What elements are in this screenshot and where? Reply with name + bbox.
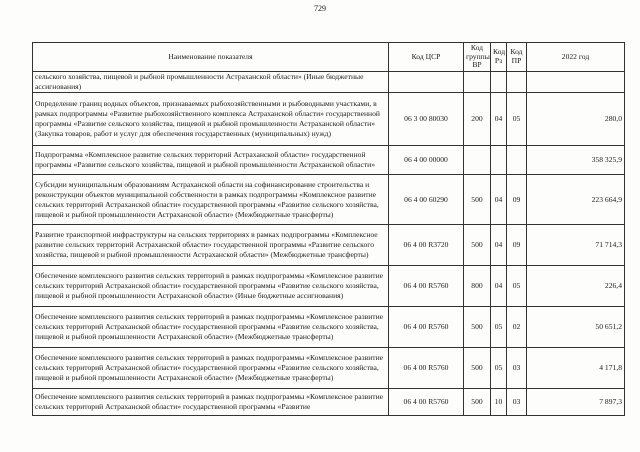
row-csr-code: 06 4 00 R3720	[389, 225, 464, 266]
row-csr-code: 06 4 00 R5760	[389, 348, 464, 389]
row-vr-code	[464, 146, 491, 175]
row-amount: 358 325,9	[527, 146, 625, 175]
header-vr-code: Код группы ВР	[464, 43, 491, 72]
row-vr-code: 500	[464, 307, 491, 348]
row-rz-code: 10	[491, 389, 507, 416]
row-name: Обеспечение комплексного развития сельских территорий в рамках подпрограммы «Комплексное развитие сельских территорий Астраханской области» государственной программы «Развитие сельского хозяйства, пищевой и рыбной промышленности Астраханской области» (Иные бюджетные ассигнования)	[33, 266, 389, 307]
row-amount: 223 664,9	[527, 175, 625, 225]
row-csr-code: 06 3 00 80030	[389, 93, 464, 146]
row-name: Субсидии муниципальным образованиям Астраханской области на софинансирование строительства и реконструкции объектов муниципальной собственности в рамках подпрограммы «Комплексное развитие сельских территорий Астраханской области» государственной программы «Развитие сельского хозяйства, пищевой и рыбной промышленности Астраханской области» (Межбюджетные трансферты)	[33, 175, 389, 225]
row-pr-code: 02	[507, 307, 527, 348]
row-pr-code	[507, 72, 527, 93]
row-rz-code: 04	[491, 225, 507, 266]
page-number: 729	[314, 4, 326, 13]
row-name: Обеспечение комплексного развития сельских территорий в рамках подпрограммы «Комплексное развитие сельских территорий Астраханской области» государственной программы «Развитие	[33, 389, 389, 416]
row-pr-code: 09	[507, 225, 527, 266]
row-rz-code	[491, 146, 507, 175]
row-vr-code: 800	[464, 266, 491, 307]
table-header-row	[33, 43, 625, 72]
row-name: Обеспечение комплексного развития сельских территорий в рамках подпрограммы «Комплексное развитие сельских территорий Астраханской области» государственной программы «Развитие сельского хозяйства, пищевой и рыбной промышленности Астраханской области» (Межбюджетные трансферты)	[33, 307, 389, 348]
row-amount: 4 171,8	[527, 348, 625, 389]
row-csr-code: 06 4 00 00000	[389, 146, 464, 175]
row-pr-code: 03	[507, 348, 527, 389]
table-row	[33, 72, 625, 93]
table-row	[33, 146, 625, 175]
header-year-2022: 2022 год	[527, 43, 625, 72]
row-amount: 50 651,2	[527, 307, 625, 348]
row-pr-code: 05	[507, 266, 527, 307]
budget-table	[32, 42, 625, 416]
row-rz-code	[491, 72, 507, 93]
row-vr-code: 200	[464, 93, 491, 146]
row-name: сельского хозяйства, пищевой и рыбной промышленности Астраханской области» (Иные бюджетные ассигнования)	[33, 72, 389, 93]
row-vr-code: 500	[464, 175, 491, 225]
table-row	[33, 389, 625, 416]
header-rz-code: Код Рз	[491, 43, 507, 72]
row-amount	[527, 72, 625, 93]
header-pr-code: Код ПР	[507, 43, 527, 72]
row-vr-code: 500	[464, 225, 491, 266]
row-csr-code: 06 4 00 R5760	[389, 307, 464, 348]
row-name: Развитие транспортной инфраструктуры на сельских территориях в рамках подпрограммы «Комплексное развитие сельских территорий Астраханской области» государственной программы «Развитие сельского хозяйства, пищевой и рыбной промышленности Астраханской области» (Межбюджетные трансферты)	[33, 225, 389, 266]
table-row	[33, 175, 625, 225]
row-pr-code: 09	[507, 175, 527, 225]
row-csr-code: 06 4 00 60290	[389, 175, 464, 225]
row-rz-code: 04	[491, 266, 507, 307]
row-rz-code: 04	[491, 93, 507, 146]
table-row	[33, 93, 625, 146]
row-amount: 7 897,3	[527, 389, 625, 416]
row-rz-code: 04	[491, 175, 507, 225]
header-name: Наименование показателя	[33, 43, 389, 72]
row-amount: 280,0	[527, 93, 625, 146]
table-row	[33, 307, 625, 348]
row-amount: 71 714,3	[527, 225, 625, 266]
row-rz-code: 05	[491, 348, 507, 389]
row-csr-code	[389, 72, 464, 93]
row-pr-code: 05	[507, 93, 527, 146]
table-row	[33, 266, 625, 307]
row-csr-code: 06 4 00 R5760	[389, 389, 464, 416]
row-rz-code: 05	[491, 307, 507, 348]
row-name: Определение границ водных объектов, признаваемых рыбохозяйственными и рыбоводными участками, в рамках подпрограммы «Развитие рыбохозяйственного комплекса Астраханской области» государственной программы «Развитие сельского хозяйства, пищевой и рыбной промышленности Астраханской области» (Закупка товаров, работ и услуг для обеспечения государственных (муниципальных) нужд)	[33, 93, 389, 146]
row-csr-code: 06 4 00 R5760	[389, 266, 464, 307]
row-vr-code: 500	[464, 348, 491, 389]
row-pr-code	[507, 146, 527, 175]
header-csr-code: Код ЦСР	[389, 43, 464, 72]
row-vr-code	[464, 72, 491, 93]
row-vr-code: 500	[464, 389, 491, 416]
row-pr-code: 03	[507, 389, 527, 416]
row-name: Обеспечение комплексного развития сельских территорий в рамках подпрограммы «Комплексное развитие сельских территорий Астраханской области» государственной программы «Развитие сельского хозяйства, пищевой и рыбной промышленности Астраханской области» (Межбюджетные трансферты)	[33, 348, 389, 389]
table-row	[33, 348, 625, 389]
row-name: Подпрограмма «Комплексное развитие сельских территорий Астраханской области» государственной программы «Развитие сельского хозяйства, пищевой и рыбной промышленности Астраханской области»	[33, 146, 389, 175]
row-amount: 226,4	[527, 266, 625, 307]
table-row	[33, 225, 625, 266]
